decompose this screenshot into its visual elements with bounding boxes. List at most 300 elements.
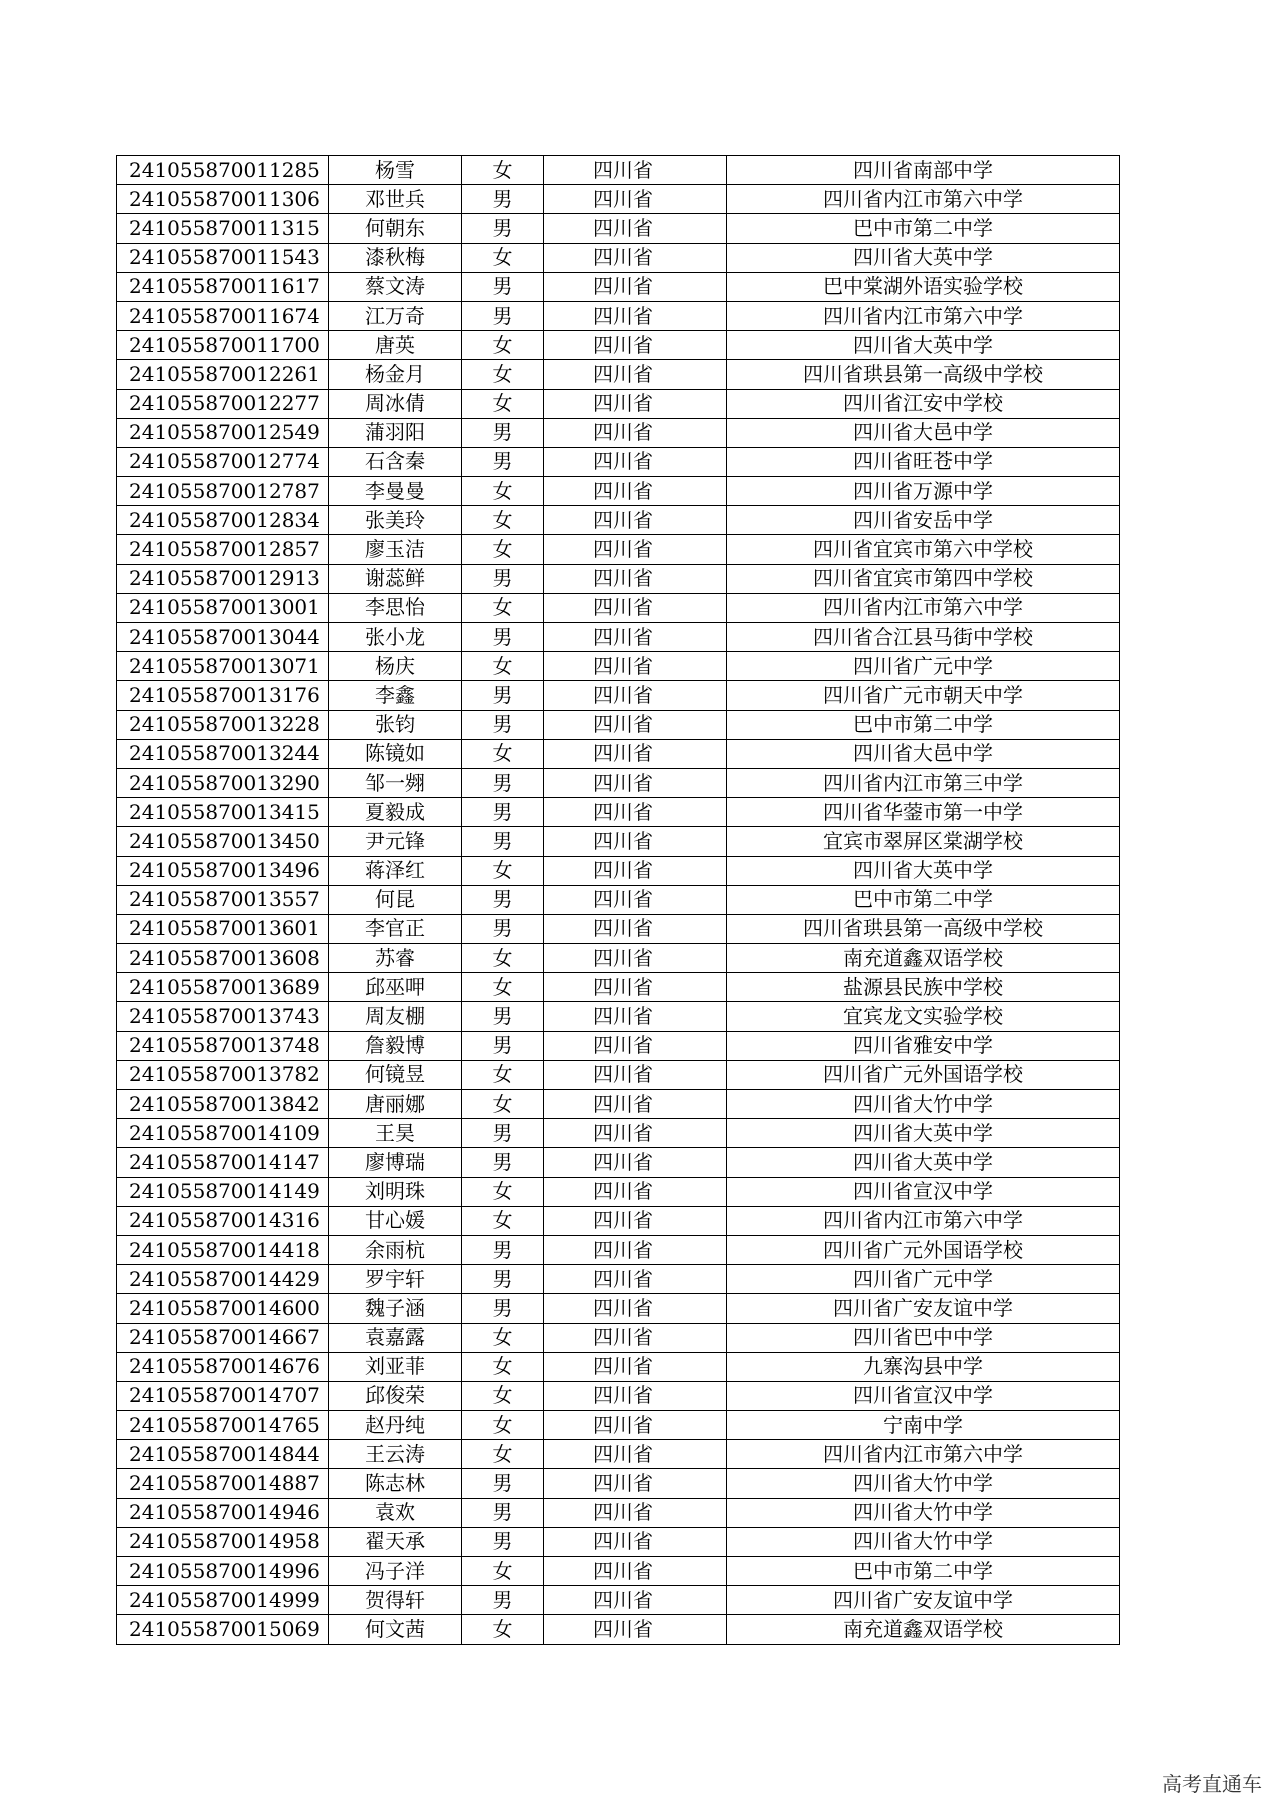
- school-cell: 巴中市第二中学: [727, 214, 1120, 243]
- exam-id-cell: 241055870014418: [117, 1235, 329, 1264]
- school-cell: 四川省广安友谊中学: [727, 1294, 1120, 1323]
- gender-cell: 男: [462, 1498, 544, 1527]
- name-cell: 陈镜如: [329, 739, 462, 768]
- province-cell: 四川省: [544, 331, 727, 360]
- province-cell: 四川省: [544, 739, 727, 768]
- gender-cell: 女: [462, 1352, 544, 1381]
- exam-id-cell: 241055870014887: [117, 1469, 329, 1498]
- province-cell: 四川省: [544, 1148, 727, 1177]
- table-row: [117, 1586, 1120, 1615]
- name-cell: 何朝东: [329, 214, 462, 243]
- province-cell: 四川省: [544, 1615, 727, 1644]
- school-cell: 四川省大竹中学: [727, 1498, 1120, 1527]
- school-cell: 四川省江安中学校: [727, 389, 1120, 418]
- table-row: [117, 1177, 1120, 1206]
- school-cell: 四川省广安友谊中学: [727, 1586, 1120, 1615]
- name-cell: 廖博瑞: [329, 1148, 462, 1177]
- school-cell: 宜宾龙文实验学校: [727, 1002, 1120, 1031]
- table-row: [117, 418, 1120, 447]
- exam-id-cell: 241055870011674: [117, 301, 329, 330]
- school-cell: 四川省大英中学: [727, 243, 1120, 272]
- name-cell: 唐丽娜: [329, 1090, 462, 1119]
- table-row: [117, 710, 1120, 739]
- gender-cell: 女: [462, 1615, 544, 1644]
- name-cell: 李官正: [329, 914, 462, 943]
- name-cell: 王云涛: [329, 1440, 462, 1469]
- watermark-text: 高考直通车: [1162, 1772, 1262, 1796]
- name-cell: 周冰倩: [329, 389, 462, 418]
- gender-cell: 女: [462, 331, 544, 360]
- exam-id-cell: 241055870014676: [117, 1352, 329, 1381]
- name-cell: 邱俊荣: [329, 1381, 462, 1410]
- province-cell: 四川省: [544, 885, 727, 914]
- school-cell: 四川省内江市第六中学: [727, 301, 1120, 330]
- name-cell: 陈志林: [329, 1469, 462, 1498]
- province-cell: 四川省: [544, 272, 727, 301]
- province-cell: 四川省: [544, 768, 727, 797]
- exam-id-cell: 241055870013176: [117, 681, 329, 710]
- province-cell: 四川省: [544, 1352, 727, 1381]
- exam-id-cell: 241055870012834: [117, 506, 329, 535]
- exam-id-cell: 241055870014429: [117, 1265, 329, 1294]
- table-row: [117, 944, 1120, 973]
- province-cell: 四川省: [544, 418, 727, 447]
- school-cell: 宁南中学: [727, 1411, 1120, 1440]
- name-cell: 甘心媛: [329, 1206, 462, 1235]
- gender-cell: 男: [462, 1586, 544, 1615]
- name-cell: 詹毅博: [329, 1031, 462, 1060]
- table-row: [117, 856, 1120, 885]
- name-cell: 余雨杭: [329, 1235, 462, 1264]
- name-cell: 周友棚: [329, 1002, 462, 1031]
- admission-list-table: [116, 155, 1120, 1645]
- name-cell: 李鑫: [329, 681, 462, 710]
- table-body: [117, 156, 1120, 1645]
- gender-cell: 男: [462, 1002, 544, 1031]
- name-cell: 赵丹纯: [329, 1411, 462, 1440]
- table-row: [117, 1469, 1120, 1498]
- name-cell: 李曼曼: [329, 477, 462, 506]
- table-row: [117, 681, 1120, 710]
- province-cell: 四川省: [544, 477, 727, 506]
- province-cell: 四川省: [544, 710, 727, 739]
- name-cell: 蒋泽红: [329, 856, 462, 885]
- name-cell: 杨庆: [329, 652, 462, 681]
- school-cell: 四川省广元中学: [727, 652, 1120, 681]
- province-cell: 四川省: [544, 214, 727, 243]
- gender-cell: 女: [462, 856, 544, 885]
- table-row: [117, 506, 1120, 535]
- exam-id-cell: 241055870011285: [117, 156, 329, 185]
- school-cell: 九寨沟县中学: [727, 1352, 1120, 1381]
- school-cell: 南充道鑫双语学校: [727, 944, 1120, 973]
- gender-cell: 男: [462, 1148, 544, 1177]
- table-row: [117, 1352, 1120, 1381]
- school-cell: 四川省珙县第一高级中学校: [727, 914, 1120, 943]
- exam-id-cell: 241055870013782: [117, 1060, 329, 1089]
- school-cell: 四川省万源中学: [727, 477, 1120, 506]
- school-cell: 盐源县民族中学校: [727, 973, 1120, 1002]
- school-cell: 四川省大竹中学: [727, 1527, 1120, 1556]
- gender-cell: 男: [462, 1527, 544, 1556]
- exam-id-cell: 241055870011617: [117, 272, 329, 301]
- gender-cell: 女: [462, 652, 544, 681]
- gender-cell: 男: [462, 272, 544, 301]
- name-cell: 王昊: [329, 1119, 462, 1148]
- table-row: [117, 389, 1120, 418]
- province-cell: 四川省: [544, 1060, 727, 1089]
- gender-cell: 女: [462, 593, 544, 622]
- name-cell: 冯子洋: [329, 1557, 462, 1586]
- school-cell: 巴中市第二中学: [727, 1557, 1120, 1586]
- school-cell: 四川省内江市第六中学: [727, 1206, 1120, 1235]
- exam-id-cell: 241055870014316: [117, 1206, 329, 1235]
- gender-cell: 女: [462, 1206, 544, 1235]
- province-cell: 四川省: [544, 185, 727, 214]
- province-cell: 四川省: [544, 1235, 727, 1264]
- table-row: [117, 1527, 1120, 1556]
- table-row: [117, 1206, 1120, 1235]
- exam-id-cell: 241055870011543: [117, 243, 329, 272]
- exam-id-cell: 241055870011306: [117, 185, 329, 214]
- school-cell: 四川省大英中学: [727, 1148, 1120, 1177]
- name-cell: 何镜昱: [329, 1060, 462, 1089]
- gender-cell: 男: [462, 914, 544, 943]
- exam-id-cell: 241055870014149: [117, 1177, 329, 1206]
- province-cell: 四川省: [544, 564, 727, 593]
- gender-cell: 女: [462, 506, 544, 535]
- table-row: [117, 798, 1120, 827]
- gender-cell: 男: [462, 1235, 544, 1264]
- exam-id-cell: 241055870012277: [117, 389, 329, 418]
- table-row: [117, 768, 1120, 797]
- gender-cell: 女: [462, 739, 544, 768]
- name-cell: 张美玲: [329, 506, 462, 535]
- province-cell: 四川省: [544, 1586, 727, 1615]
- name-cell: 邱巫呷: [329, 973, 462, 1002]
- exam-id-cell: 241055870011700: [117, 331, 329, 360]
- province-cell: 四川省: [544, 447, 727, 476]
- exam-id-cell: 241055870014765: [117, 1411, 329, 1440]
- gender-cell: 女: [462, 243, 544, 272]
- exam-id-cell: 241055870013071: [117, 652, 329, 681]
- gender-cell: 女: [462, 1090, 544, 1119]
- school-cell: 四川省大竹中学: [727, 1469, 1120, 1498]
- province-cell: 四川省: [544, 1557, 727, 1586]
- province-cell: 四川省: [544, 1206, 727, 1235]
- gender-cell: 男: [462, 447, 544, 476]
- table-row: [117, 593, 1120, 622]
- name-cell: 苏睿: [329, 944, 462, 973]
- exam-id-cell: 241055870013496: [117, 856, 329, 885]
- school-cell: 四川省大邑中学: [727, 418, 1120, 447]
- province-cell: 四川省: [544, 856, 727, 885]
- exam-id-cell: 241055870015069: [117, 1615, 329, 1644]
- school-cell: 四川省大英中学: [727, 1119, 1120, 1148]
- name-cell: 江万奇: [329, 301, 462, 330]
- school-cell: 四川省大竹中学: [727, 1090, 1120, 1119]
- province-cell: 四川省: [544, 535, 727, 564]
- name-cell: 袁嘉露: [329, 1323, 462, 1352]
- table-row: [117, 885, 1120, 914]
- table-row: [117, 1381, 1120, 1410]
- table-row: [117, 214, 1120, 243]
- school-cell: 四川省大英中学: [727, 856, 1120, 885]
- province-cell: 四川省: [544, 1381, 727, 1410]
- province-cell: 四川省: [544, 1440, 727, 1469]
- table-row: [117, 827, 1120, 856]
- table-row: [117, 1090, 1120, 1119]
- province-cell: 四川省: [544, 1031, 727, 1060]
- name-cell: 何昆: [329, 885, 462, 914]
- province-cell: 四川省: [544, 243, 727, 272]
- gender-cell: 女: [462, 1411, 544, 1440]
- gender-cell: 男: [462, 768, 544, 797]
- exam-id-cell: 241055870014996: [117, 1557, 329, 1586]
- gender-cell: 女: [462, 1381, 544, 1410]
- table-row: [117, 1002, 1120, 1031]
- school-cell: 四川省珙县第一高级中学校: [727, 360, 1120, 389]
- school-cell: 巴中市第二中学: [727, 710, 1120, 739]
- name-cell: 刘明珠: [329, 1177, 462, 1206]
- exam-id-cell: 241055870013748: [117, 1031, 329, 1060]
- school-cell: 四川省华蓥市第一中学: [727, 798, 1120, 827]
- province-cell: 四川省: [544, 360, 727, 389]
- province-cell: 四川省: [544, 973, 727, 1002]
- province-cell: 四川省: [544, 1323, 727, 1352]
- gender-cell: 女: [462, 1323, 544, 1352]
- exam-id-cell: 241055870012787: [117, 477, 329, 506]
- table-row: [117, 272, 1120, 301]
- exam-id-cell: 241055870014999: [117, 1586, 329, 1615]
- name-cell: 夏毅成: [329, 798, 462, 827]
- gender-cell: 女: [462, 156, 544, 185]
- province-cell: 四川省: [544, 944, 727, 973]
- name-cell: 漆秋梅: [329, 243, 462, 272]
- table-row: [117, 739, 1120, 768]
- name-cell: 蒲羽阳: [329, 418, 462, 447]
- name-cell: 邓世兵: [329, 185, 462, 214]
- school-cell: 巴中市第二中学: [727, 885, 1120, 914]
- exam-id-cell: 241055870013415: [117, 798, 329, 827]
- school-cell: 四川省宜宾市第六中学校: [727, 535, 1120, 564]
- table-row: [117, 914, 1120, 943]
- name-cell: 何文茜: [329, 1615, 462, 1644]
- school-cell: 四川省合江县马街中学校: [727, 623, 1120, 652]
- table-row: [117, 1060, 1120, 1089]
- exam-id-cell: 241055870012261: [117, 360, 329, 389]
- province-cell: 四川省: [544, 827, 727, 856]
- gender-cell: 女: [462, 535, 544, 564]
- gender-cell: 男: [462, 214, 544, 243]
- table-row: [117, 564, 1120, 593]
- table-row: [117, 623, 1120, 652]
- province-cell: 四川省: [544, 1090, 727, 1119]
- school-cell: 四川省广元外国语学校: [727, 1235, 1120, 1264]
- school-cell: 南充道鑫双语学校: [727, 1615, 1120, 1644]
- exam-id-cell: 241055870014109: [117, 1119, 329, 1148]
- exam-id-cell: 241055870014147: [117, 1148, 329, 1177]
- province-cell: 四川省: [544, 1527, 727, 1556]
- province-cell: 四川省: [544, 652, 727, 681]
- name-cell: 杨金月: [329, 360, 462, 389]
- province-cell: 四川省: [544, 1119, 727, 1148]
- gender-cell: 女: [462, 389, 544, 418]
- name-cell: 蔡文涛: [329, 272, 462, 301]
- table-row: [117, 1411, 1120, 1440]
- name-cell: 袁欢: [329, 1498, 462, 1527]
- school-cell: 四川省广元市朝天中学: [727, 681, 1120, 710]
- exam-id-cell: 241055870012549: [117, 418, 329, 447]
- name-cell: 廖玉洁: [329, 535, 462, 564]
- province-cell: 四川省: [544, 1002, 727, 1031]
- school-cell: 四川省广元外国语学校: [727, 1060, 1120, 1089]
- gender-cell: 男: [462, 1265, 544, 1294]
- exam-id-cell: 241055870013743: [117, 1002, 329, 1031]
- exam-id-cell: 241055870013557: [117, 885, 329, 914]
- school-cell: 四川省内江市第六中学: [727, 185, 1120, 214]
- school-cell: 四川省大邑中学: [727, 739, 1120, 768]
- province-cell: 四川省: [544, 301, 727, 330]
- gender-cell: 女: [462, 477, 544, 506]
- table-row: [117, 1440, 1120, 1469]
- school-cell: 四川省安岳中学: [727, 506, 1120, 535]
- table-row: [117, 360, 1120, 389]
- table-row: [117, 973, 1120, 1002]
- exam-id-cell: 241055870013001: [117, 593, 329, 622]
- school-cell: 四川省南部中学: [727, 156, 1120, 185]
- table-row: [117, 1148, 1120, 1177]
- name-cell: 刘亚菲: [329, 1352, 462, 1381]
- province-cell: 四川省: [544, 593, 727, 622]
- gender-cell: 女: [462, 1060, 544, 1089]
- name-cell: 杨雪: [329, 156, 462, 185]
- table-row: [117, 447, 1120, 476]
- province-cell: 四川省: [544, 1498, 727, 1527]
- table-row: [117, 1498, 1120, 1527]
- school-cell: 四川省雅安中学: [727, 1031, 1120, 1060]
- province-cell: 四川省: [544, 1294, 727, 1323]
- exam-id-cell: 241055870012913: [117, 564, 329, 593]
- name-cell: 唐英: [329, 331, 462, 360]
- gender-cell: 男: [462, 185, 544, 214]
- exam-id-cell: 241055870014844: [117, 1440, 329, 1469]
- gender-cell: 男: [462, 564, 544, 593]
- exam-id-cell: 241055870013689: [117, 973, 329, 1002]
- province-cell: 四川省: [544, 681, 727, 710]
- exam-id-cell: 241055870011315: [117, 214, 329, 243]
- exam-id-cell: 241055870013044: [117, 623, 329, 652]
- province-cell: 四川省: [544, 389, 727, 418]
- name-cell: 魏子涵: [329, 1294, 462, 1323]
- name-cell: 罗宇轩: [329, 1265, 462, 1294]
- exam-id-cell: 241055870014946: [117, 1498, 329, 1527]
- name-cell: 张小龙: [329, 623, 462, 652]
- gender-cell: 男: [462, 710, 544, 739]
- table-row: [117, 1031, 1120, 1060]
- gender-cell: 男: [462, 798, 544, 827]
- table-row: [117, 535, 1120, 564]
- name-cell: 张钧: [329, 710, 462, 739]
- province-cell: 四川省: [544, 1265, 727, 1294]
- school-cell: 四川省内江市第六中学: [727, 1440, 1120, 1469]
- gender-cell: 女: [462, 360, 544, 389]
- gender-cell: 女: [462, 944, 544, 973]
- name-cell: 李思怡: [329, 593, 462, 622]
- exam-id-cell: 241055870013228: [117, 710, 329, 739]
- province-cell: 四川省: [544, 914, 727, 943]
- table-row: [117, 243, 1120, 272]
- province-cell: 四川省: [544, 1469, 727, 1498]
- table-row: [117, 1557, 1120, 1586]
- gender-cell: 男: [462, 1119, 544, 1148]
- gender-cell: 男: [462, 885, 544, 914]
- exam-id-cell: 241055870014958: [117, 1527, 329, 1556]
- school-cell: 四川省内江市第三中学: [727, 768, 1120, 797]
- name-cell: 石含秦: [329, 447, 462, 476]
- exam-id-cell: 241055870013450: [117, 827, 329, 856]
- name-cell: 翟天承: [329, 1527, 462, 1556]
- gender-cell: 男: [462, 301, 544, 330]
- gender-cell: 男: [462, 623, 544, 652]
- school-cell: 四川省巴中中学: [727, 1323, 1120, 1352]
- gender-cell: 女: [462, 1557, 544, 1586]
- school-cell: 四川省旺苍中学: [727, 447, 1120, 476]
- gender-cell: 男: [462, 418, 544, 447]
- school-cell: 宜宾市翠屏区棠湖学校: [727, 827, 1120, 856]
- school-cell: 四川省宜宾市第四中学校: [727, 564, 1120, 593]
- exam-id-cell: 241055870013842: [117, 1090, 329, 1119]
- name-cell: 谢蕊鲜: [329, 564, 462, 593]
- table-row: [117, 1119, 1120, 1148]
- table-row: [117, 652, 1120, 681]
- name-cell: 尹元锋: [329, 827, 462, 856]
- province-cell: 四川省: [544, 506, 727, 535]
- gender-cell: 男: [462, 681, 544, 710]
- gender-cell: 男: [462, 827, 544, 856]
- table-row: [117, 1615, 1120, 1644]
- province-cell: 四川省: [544, 798, 727, 827]
- gender-cell: 女: [462, 973, 544, 1002]
- exam-id-cell: 241055870013601: [117, 914, 329, 943]
- table-row: [117, 331, 1120, 360]
- gender-cell: 女: [462, 1177, 544, 1206]
- province-cell: 四川省: [544, 156, 727, 185]
- province-cell: 四川省: [544, 623, 727, 652]
- table-row: [117, 1265, 1120, 1294]
- exam-id-cell: 241055870013290: [117, 768, 329, 797]
- province-cell: 四川省: [544, 1411, 727, 1440]
- table-row: [117, 1235, 1120, 1264]
- table-row: [117, 1323, 1120, 1352]
- exam-id-cell: 241055870013608: [117, 944, 329, 973]
- school-cell: 四川省大英中学: [727, 331, 1120, 360]
- table-row: [117, 1294, 1120, 1323]
- gender-cell: 男: [462, 1469, 544, 1498]
- gender-cell: 男: [462, 1031, 544, 1060]
- exam-id-cell: 241055870013244: [117, 739, 329, 768]
- school-cell: 巴中棠湖外语实验学校: [727, 272, 1120, 301]
- school-cell: 四川省宣汉中学: [727, 1177, 1120, 1206]
- table-row: [117, 301, 1120, 330]
- table-row: [117, 185, 1120, 214]
- exam-id-cell: 241055870012774: [117, 447, 329, 476]
- name-cell: 邹一翙: [329, 768, 462, 797]
- school-cell: 四川省内江市第六中学: [727, 593, 1120, 622]
- table-row: [117, 156, 1120, 185]
- name-cell: 贺得轩: [329, 1586, 462, 1615]
- table-row: [117, 477, 1120, 506]
